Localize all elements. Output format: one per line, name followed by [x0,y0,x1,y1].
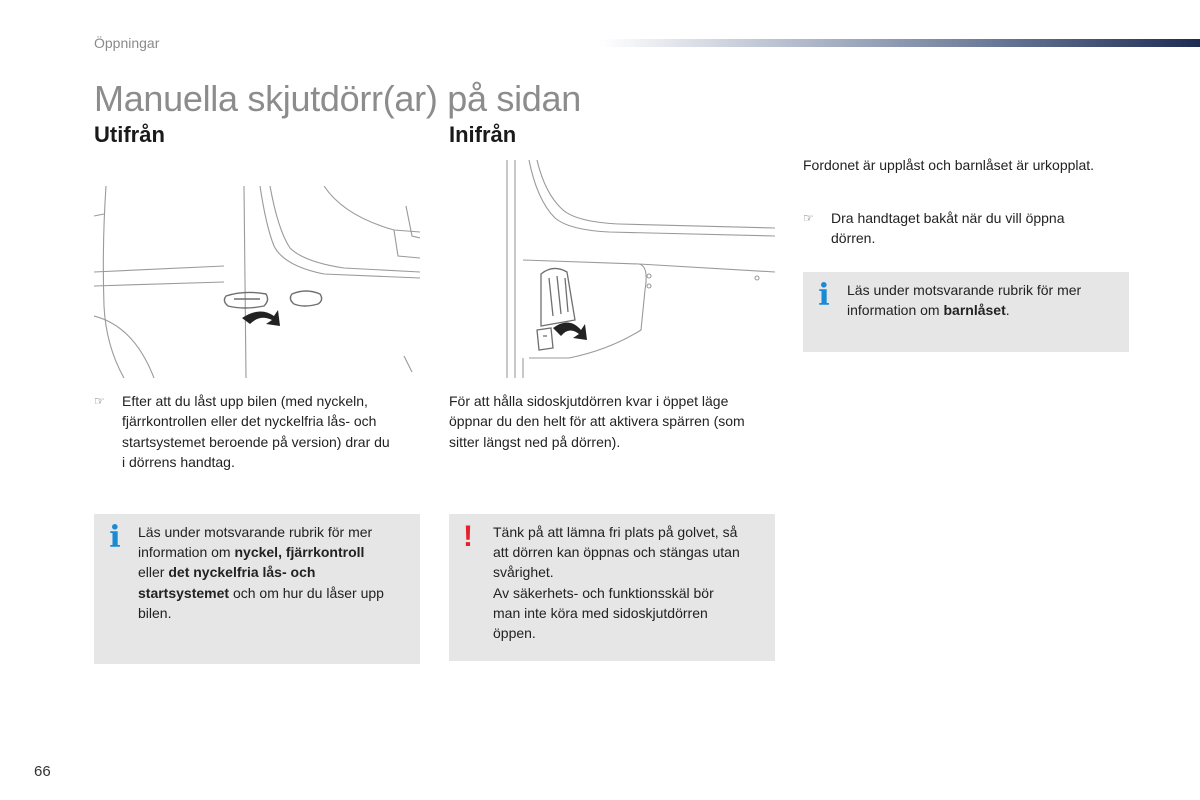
header-gradient-bar [600,39,1200,47]
note-line: Tänk på att lämna fri plats på golvet, så [493,524,738,540]
bullet-line: i dörrens handtag. [122,454,235,471]
page-number: 66 [34,763,51,780]
hand-pointer-icon: ☞ [94,394,105,408]
note-line: Läs under motsvarande rubrik för mer [847,282,1082,298]
interior-door-handle-illustration [449,160,775,378]
warning-icon: ! [463,520,473,553]
page-title: Manuella skjutdörr(ar) på sidan [94,78,581,119]
note-line: öppen. [493,625,536,642]
note-line: eller det nyckelfria lås- och [138,564,316,581]
note-line: Av säkerhets- och funktionsskäl bör [493,584,714,601]
bullet-pull-handle [803,208,1133,250]
right-intro: Fordonet är upplåst och barnlåset är urkopplat. [803,157,1095,173]
section-label: Öppningar [94,35,160,51]
info-note-child-lock [803,272,1129,352]
note-line: information om barnlåset. [847,302,1010,319]
bullet-line: Dra handtaget bakåt när du vill öppna [831,210,1065,226]
bold-term: det nyckelfria lås- och [168,564,316,581]
exterior-door-handle-illustration [94,186,420,378]
bullet-line: dörren. [831,230,876,247]
bold-term: startsystemet [138,584,230,601]
note-line: Läs under motsvarande rubrik för mer [138,524,373,540]
note-line: man inte köra med sidoskjutdörren [493,604,708,621]
warning-note-floor-space [449,514,775,661]
heading-outside: Utifrån [94,122,165,147]
bold-term: barnlåset [943,302,1006,319]
info-note-keys [94,514,420,664]
text-line: öppnar du den helt för att aktivera spärren (som [449,413,745,430]
hand-pointer-icon: ☞ [803,211,814,225]
info-icon: i [818,278,830,313]
note-line: att dörren kan öppnas och stängas utan [493,544,740,561]
info-icon: i [109,520,121,555]
heading-inside: Inifrån [449,122,517,147]
note-line: bilen. [138,604,172,621]
note-line: svårighet. [493,564,554,581]
text-line: sitter längst ned på dörren). [449,433,621,450]
bullet-line: Efter att du låst upp bilen (med nyckeln, [122,393,368,409]
bullet-outside-unlock [94,391,424,473]
text-line: För att hålla sidoskjutdörren kvar i öppet läge [449,393,729,409]
bold-term: nyckel, fjärrkontroll [234,544,365,561]
inside-description [449,391,779,452]
bullet-line: fjärrkontrollen eller det nyckelfria lås- och [122,413,377,430]
note-line: information om nyckel, fjärrkontroll [138,544,365,561]
note-line: startsystemet och om hur du låser upp [138,584,384,601]
bullet-line: startsystemet beroende på version) drar du [122,433,390,450]
